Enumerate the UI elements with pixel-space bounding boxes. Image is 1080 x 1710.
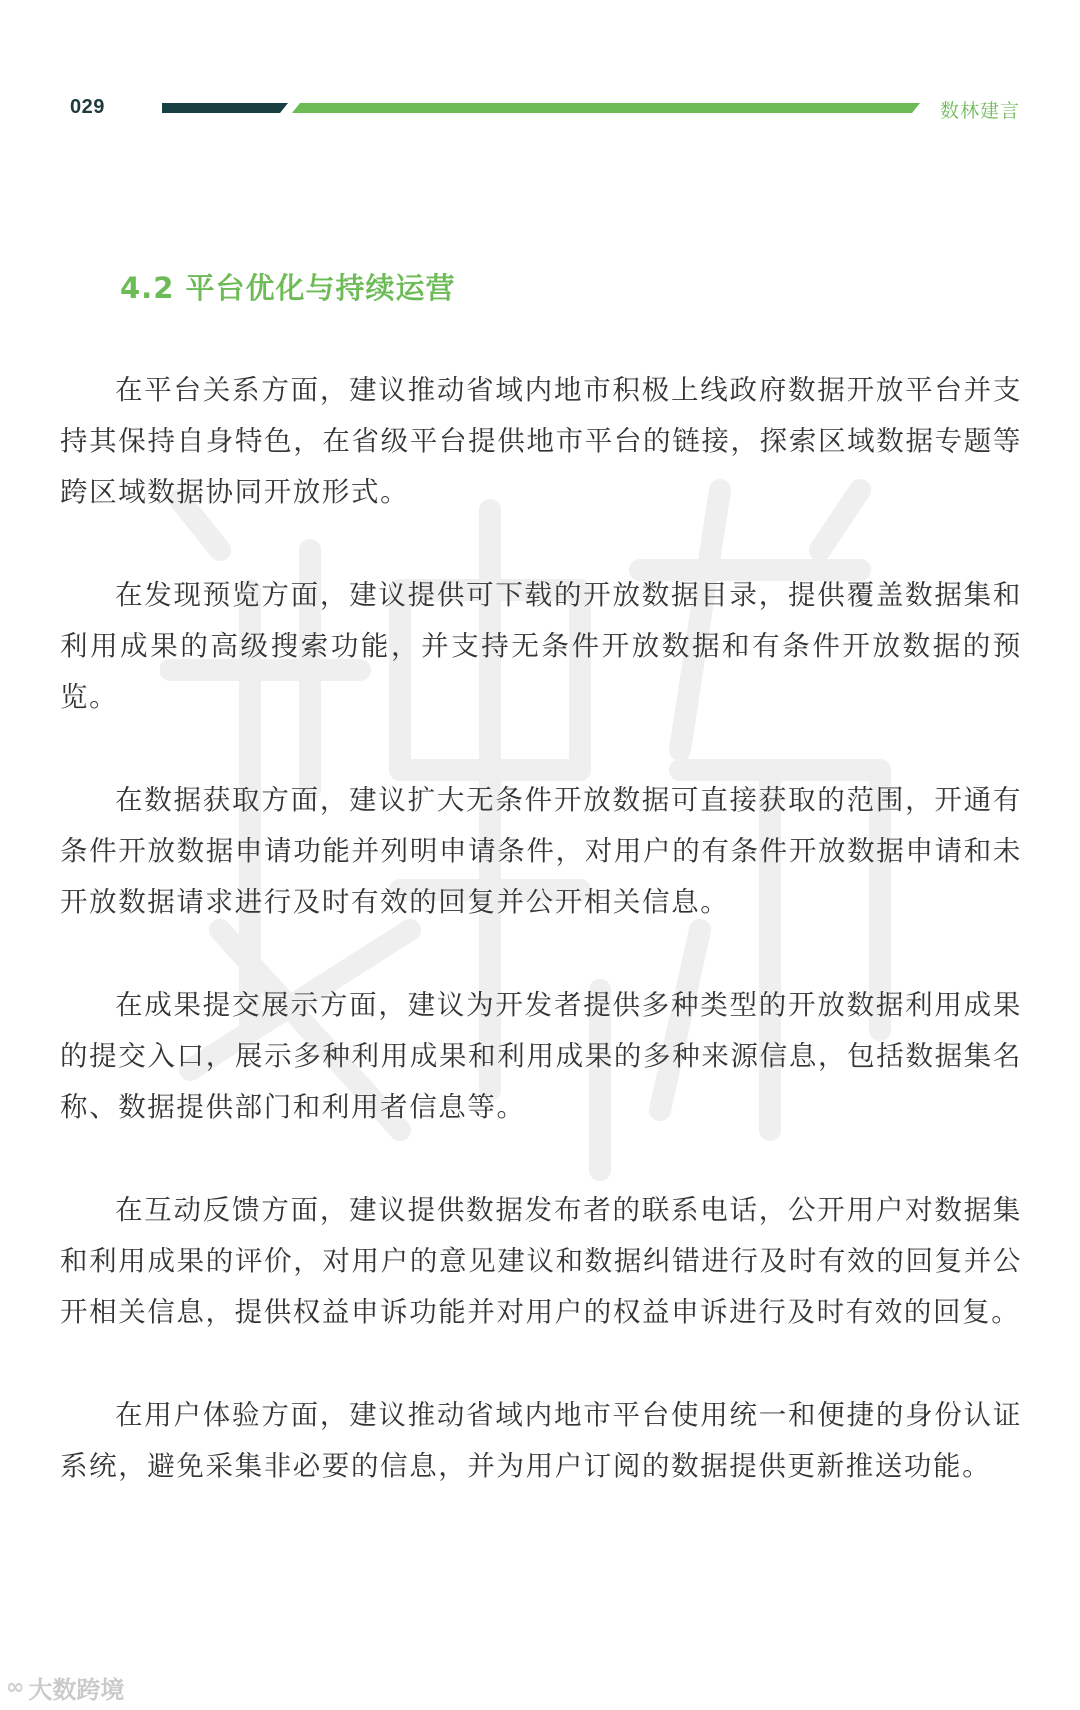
section-title: 4.2 平台优化与持续运营	[120, 271, 456, 305]
header-bar-dark	[162, 103, 288, 113]
paragraph-platform-relations: 在平台关系方面，建议推动省域内地市积极上线政府数据开放平台并支持其保持自身特色，在省级平台提供地市平台的链接，探索区域数据专题等跨区域数据协同开放形式。	[60, 374, 1022, 508]
paragraph-discovery-preview: 在发现预览方面，建议提供可下载的开放数据目录，提供覆盖数据集和利用成果的高级搜索功能，并支持无条件开放数据和有条件开放数据的预览。	[60, 579, 1022, 713]
infinity-logo-icon: ∞	[6, 1675, 25, 1700]
footer-watermark-logo	[6, 1670, 124, 1705]
paragraph-results-submission: 在成果提交展示方面，建议为开发者提供多种类型的开放数据利用成果的提交入口，展示多种利用成果和利用成果的多种来源信息，包括数据集名称、数据提供部门和利用者信息等。	[60, 989, 1022, 1123]
page-number: 029	[70, 96, 105, 118]
footer-logo-text: 大数跨境	[28, 1676, 125, 1704]
paragraph-user-experience: 在用户体验方面，建议推动省域内地市平台使用统一和便捷的身份认证系统，避免采集非必要的信息，并为用户订阅的数据提供更新推送功能。	[60, 1399, 1022, 1482]
section-name: 数林建言	[939, 100, 1020, 122]
page-header	[0, 0, 1080, 160]
body-content	[60, 365, 1022, 1544]
paragraph-data-access: 在数据获取方面，建议扩大无条件开放数据可直接获取的范围，开通有条件开放数据申请功能并列明申请条件，对用户的有条件开放数据申请和未开放数据请求进行及时有效的回复并公开相关信息。	[60, 784, 1022, 918]
paragraph-interactive-feedback: 在互动反馈方面，建议提供数据发布者的联系电话，公开用户对数据集和利用成果的评价，对用户的意见建议和数据纠错进行及时有效的回复并公开相关信息，提供权益申诉功能并对用户的权益申诉进行及时有效的回复。	[60, 1194, 1022, 1328]
header-bar-green	[292, 103, 920, 113]
